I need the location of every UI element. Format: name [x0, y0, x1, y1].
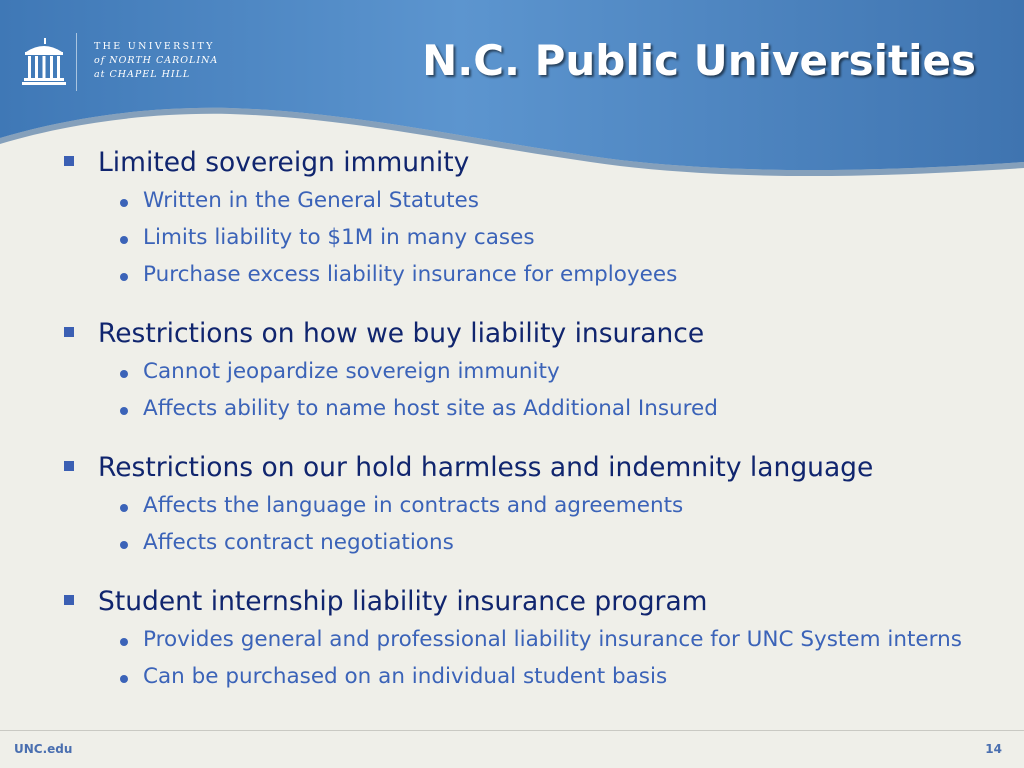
sub-bullet-text: Can be purchased on an individual student basis	[143, 664, 668, 689]
round-bullet-icon	[120, 541, 128, 549]
sub-bullet-text: Limits liability to $1M in many cases	[143, 225, 535, 250]
square-bullet-icon	[64, 156, 74, 166]
round-bullet-icon	[120, 236, 128, 244]
round-bullet-icon	[120, 638, 128, 646]
bullet-text: Restrictions on how we buy liability insurance	[98, 318, 705, 349]
sub-bullet-item	[98, 392, 1002, 429]
university-wordmark	[94, 40, 218, 82]
sub-bullet-item	[98, 660, 1002, 697]
square-bullet-icon	[64, 327, 74, 337]
sub-bullet-list	[98, 489, 1002, 563]
sub-bullet-text: Purchase excess liability insurance for employees	[143, 262, 678, 287]
sub-bullet-text: Cannot jeopardize sovereign immunity	[143, 359, 560, 384]
sub-bullet-text: Affects contract negotiations	[143, 530, 454, 555]
bullet-item	[62, 451, 1002, 563]
sub-bullet-item	[98, 258, 1002, 295]
footer-site-label: UNC.edu	[14, 742, 73, 756]
footer-divider	[0, 730, 1024, 731]
sub-bullet-item	[98, 184, 1002, 221]
round-bullet-icon	[120, 273, 128, 281]
sub-bullet-list	[98, 355, 1002, 429]
wordmark-line-1: THE UNIVERSITY	[94, 41, 215, 52]
bullet-text: Limited sovereign immunity	[98, 147, 470, 178]
bullet-list	[62, 146, 1002, 697]
bullet-text: Restrictions on our hold harmless and indemnity language	[98, 452, 874, 483]
sub-bullet-item	[98, 221, 1002, 258]
square-bullet-icon	[64, 595, 74, 605]
wordmark-line-2: of NORTH CAROLINA	[94, 55, 219, 66]
round-bullet-icon	[120, 370, 128, 378]
sub-bullet-item	[98, 489, 1002, 526]
page-number: 14	[985, 742, 1002, 756]
square-bullet-icon	[64, 461, 74, 471]
bullet-text: Student internship liability insurance program	[98, 586, 708, 617]
bullet-item	[62, 146, 1002, 295]
logo-divider	[76, 33, 77, 91]
sub-bullet-text: Written in the General Statutes	[143, 188, 479, 213]
round-bullet-icon	[120, 504, 128, 512]
round-bullet-icon	[120, 199, 128, 207]
bullet-item	[62, 585, 1002, 697]
old-well-icon	[22, 38, 66, 86]
sub-bullet-text: Affects ability to name host site as Additional Insured	[143, 396, 718, 421]
round-bullet-icon	[120, 675, 128, 683]
sub-bullet-item	[98, 526, 1002, 563]
sub-bullet-item	[98, 623, 1002, 660]
sub-bullet-item	[98, 355, 1002, 392]
sub-bullet-list	[98, 184, 1002, 295]
slide-title: N.C. Public Universities	[422, 36, 976, 85]
wordmark-line-3: at CHAPEL HILL	[94, 69, 191, 80]
round-bullet-icon	[120, 407, 128, 415]
bullet-item	[62, 317, 1002, 429]
sub-bullet-list	[98, 623, 1002, 697]
sub-bullet-text: Provides general and professional liability insurance for UNC System interns	[143, 627, 962, 652]
sub-bullet-text: Affects the language in contracts and agreements	[143, 493, 684, 518]
